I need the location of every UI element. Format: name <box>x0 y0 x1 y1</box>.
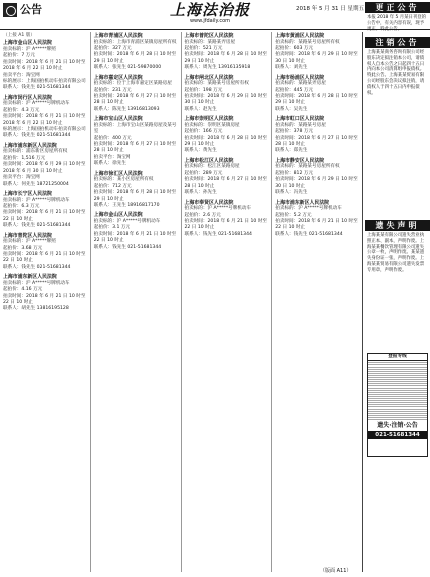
court-name: 上海市闸北区人民法院 <box>184 74 234 81</box>
notice-line: 起拍价：521 万元 <box>184 46 223 51</box>
notice-line: 拍卖标的：某路某号房屋所有权 <box>184 81 249 87</box>
auction-notice <box>185 200 269 239</box>
auction-notice <box>3 143 87 188</box>
auction-notice <box>3 233 87 272</box>
auction-notice <box>275 158 359 197</box>
auction-notice <box>94 116 178 167</box>
court-name: 上海市松江区人民法院 <box>184 157 234 164</box>
notice-line: 拍卖时间：2018 年 6 月 29 日 10 时至 30 日 10 时止 <box>275 177 358 189</box>
notice-line: 拍卖标的：沪 A*****号牌机动车 <box>184 206 252 212</box>
notice-line: 拍卖平台：淘宝网 <box>3 175 40 181</box>
auction-notice <box>94 212 178 251</box>
paper-url[interactable]: www.jfdaily.com <box>189 18 231 24</box>
court-name: 上海市金山区人民法院 <box>3 40 52 47</box>
notice-line: 拍卖标的：浦东新区房屋所有权 <box>3 149 68 155</box>
auction-notice <box>185 33 269 72</box>
notice-line: 起拍价：712 万元 <box>93 183 132 189</box>
notice-line: 拍卖时间：2018 年 6 月 29 日 10 时至 30 日 10 时止 <box>275 52 358 64</box>
notice-line: 起拍价：400 万元 <box>93 135 132 141</box>
notice-line: 联系人：钱先生 021-51681344 <box>3 223 71 229</box>
notice-line: 拍卖标的：某小区房屋所有权 <box>93 177 154 183</box>
notice-line: 拍卖标的：沪 A*****号牌机动车 <box>3 101 70 107</box>
notice-line: 起拍价：166 万元 <box>184 129 223 135</box>
notice-line: 联系人：孙先生 <box>184 190 217 196</box>
notice-column <box>91 32 182 572</box>
notice-line: 拍卖时间：2018 年 6 月 28 日 10 时至 29 日 10 时止 <box>93 190 177 202</box>
notice-line: 联系人：吴先生 <box>275 106 308 112</box>
court-name: 上海市宝山区人民法院 <box>93 116 143 123</box>
notice-line: 拍卖时间：2018 年 6 月 21 日 10 时至 22 日 10 时止 <box>184 218 267 231</box>
court-name: 上海市崇明区人民法院 <box>184 116 234 123</box>
page-label: （版面 A11） <box>320 568 352 574</box>
lost-statement-header: 遗失声明 <box>365 220 430 231</box>
notice-line: 拍卖标的：沪 A*****牌照 <box>3 47 56 52</box>
notice-line: 起拍价：6.3 万元 <box>3 203 40 209</box>
notice-line: 起拍价：198 万元 <box>184 87 223 93</box>
court-name: 上海市浦东新区人民法院 <box>275 199 330 206</box>
court-name: 上海市徐汇区人民法院 <box>93 170 143 177</box>
notice-line: 联系人：周先生 13916135918 <box>184 65 251 71</box>
notice-line: 标的展示：上海国拍机动车拍卖有限公司 <box>3 127 86 133</box>
notice-line: 拍卖时间：2018 年 6 月 28 日 10 时至 29 日 10 时止 <box>275 94 358 106</box>
notice-line: 联系人：徐先生 <box>93 161 126 167</box>
notice-line: 起拍价：231 万元 <box>93 87 132 93</box>
notice-line: 拍卖时间：2018 年 6 月 28 日 10 时至 29 日 10 时止 <box>93 52 177 64</box>
notice-line: 联系人：冯先生 <box>275 190 308 196</box>
notice-line: 拍卖时间：2018 年 6 月 21 日 10 时至 22 日 10 时止 <box>275 218 358 231</box>
notice-line: 起拍价：3.68 万元 <box>3 245 43 251</box>
notice-line: 拍卖标的：崇明区某镇房屋 <box>184 122 240 128</box>
court-name: 上海市普陀区人民法院 <box>3 232 52 239</box>
notice-line: 起拍价：812 万元 <box>275 170 314 176</box>
notice-line: 拍卖时间：2018 年 6 月 21 日 10 时至 22 日 10 时止 <box>3 293 86 305</box>
notice-line: 联系人：钱先生 021-51681344 <box>184 231 252 237</box>
notice-line: 拍卖时间：2018 年 6 月 21 日 10 时至 22 日 10 时止 <box>93 231 177 244</box>
notice-line: 起拍价：378 万元 <box>275 129 314 135</box>
court-name: 上海市虹口区人民法院 <box>275 116 325 123</box>
notice-line: 拍卖标的：沪 A*****牌照 <box>3 239 56 245</box>
notice-line: 起拍价：1,516 万元 <box>3 155 46 161</box>
advert-headline: 遗失·注销·公告 <box>377 422 418 430</box>
auction-notice <box>185 116 269 155</box>
deregistration-header: 注销公告 <box>365 37 430 48</box>
notice-line: 拍卖时间：2018 年 6 月 27 日 10 时至 28 日 10 时止 <box>93 142 177 154</box>
auction-notice <box>3 274 87 313</box>
notice-line: 拍卖标的：松江区某路房屋 <box>184 164 240 170</box>
court-name: 上海市杨浦区人民法院 <box>275 74 325 81</box>
court-name: 上海市金山区人民法院 <box>93 212 143 219</box>
advert-title: 登报专线 <box>368 354 427 362</box>
notice-line: 拍卖标的：沪 A*****号牌机动车 <box>275 206 342 212</box>
notice-line: 联系人：刘先生 <box>275 65 308 71</box>
advert-phone[interactable]: 021-51681344 <box>368 431 427 439</box>
notice-line: 起拍价：289 万元 <box>184 170 223 176</box>
sidebar <box>365 0 430 577</box>
court-name: 上海市浦东新区人民法院 <box>3 142 57 149</box>
notice-line: 起拍价：4.3 万元 <box>3 107 40 113</box>
notice-line: 联系人：黄先生 <box>184 148 217 154</box>
notice-line: 起拍价：7 万元 <box>3 53 35 59</box>
auction-notice <box>3 191 87 230</box>
notice-line: 联系人：钱先生 021-51681344 <box>93 244 162 250</box>
notice-line: 拍卖时间：2018 年 6 月 29 日 10 时至 30 日 10 时止 <box>184 94 267 106</box>
court-name: 上海市静安区人民法院 <box>275 157 325 164</box>
auction-notice <box>185 75 269 114</box>
auction-notice <box>275 200 359 239</box>
lost-statement-text: 上海某某有限公司遗失营业执照正本、副本，声明作废。上海某某餐饮管理有限公司遗失公章一枚，声明作废。某某遗失身份证一张，声明作废。上海某某贸易有限公司遗失发票专用章，声明作废。 <box>367 232 425 274</box>
notice-columns <box>0 32 363 572</box>
notice-line: 联系人：陈先生 13916813093 <box>93 106 160 112</box>
notice-line: 拍卖时间：2018 年 6 月 27 日 10 时至 28 日 10 时止 <box>93 94 177 106</box>
notice-column <box>182 32 273 572</box>
notice-line: 拍卖时间：2018 年 6 月 21 日 10 时至 2018 年 6 月 22 日 10 时止 <box>3 114 86 126</box>
auction-notice <box>3 95 87 140</box>
notice-line: 拍卖时间：2018 年 6 月 21 日 10 时至 22 日 10 时止 <box>3 251 86 264</box>
notice-line: 联系人：郑先生 <box>275 148 308 154</box>
correction-header: 更正公告 <box>365 2 430 13</box>
court-name: 上海市奉贤区人民法院 <box>184 199 234 206</box>
notice-line: 拍卖标的：某路某号房屋 <box>275 122 326 128</box>
auction-notice <box>275 33 359 72</box>
notice-line: 起拍价：445 万元 <box>275 87 314 93</box>
notice-line: 拍卖标的：沪 A*****号牌机动车 <box>3 197 70 203</box>
notice-line: 拍卖标的：某路某弄房屋 <box>184 39 236 45</box>
notice-line: 起拍价：2.6 万元 <box>184 212 221 218</box>
notice-line: 拍卖平台：淘宝网 <box>3 72 40 78</box>
notice-line: 联系人：胡先生 13816195128 <box>3 306 69 312</box>
column-intro: （上接 A1 版） <box>3 33 35 38</box>
notice-line: 拍卖时间：2018 年 6 月 28 日 10 时至 29 日 10 时止 <box>184 135 267 148</box>
court-name: 上海市黄浦区人民法院 <box>275 33 325 39</box>
notice-line: 拍卖标的：某路某号房屋所有权 <box>275 164 340 170</box>
advert-text-block <box>368 361 427 421</box>
notice-line: 起拍价：4.16 万元 <box>3 287 43 293</box>
date-line: 2018 年 5 月 31 日 星期五 <box>296 6 364 12</box>
notice-line: 起拍价：5.2 万元 <box>275 212 312 218</box>
court-name: 上海市嘉定区人民法院 <box>93 74 143 81</box>
notice-column <box>0 32 91 572</box>
auction-notice <box>185 158 269 197</box>
auction-notice <box>94 75 178 114</box>
notice-line: 拍卖标的：上海市宝山区某路房屋及某号室 <box>93 122 177 135</box>
notice-column <box>272 32 363 572</box>
paper-title: 上海法治报 <box>169 1 250 19</box>
section-title: 公告 <box>20 3 42 16</box>
auction-notice <box>94 171 178 210</box>
notice-line: 拍卖标的：沪 A*****号牌机动车 <box>93 218 161 224</box>
notice-line: 拍卖时间：2018 年 6 月 27 日 10 时至 28 日 10 时止 <box>275 135 358 148</box>
notice-line: 联系人：王先生 18916817170 <box>93 202 160 208</box>
auction-notice <box>3 40 87 91</box>
notice-line: 拍卖标的：某路某号房屋所有权 <box>275 39 340 45</box>
notice-line: 拍卖标的：上海市青浦区某镇房屋所有权 <box>93 39 177 45</box>
notice-line: 联系人：钱先生 021-51681344 <box>275 231 343 237</box>
court-name: 上海市浦东新区人民法院 <box>3 274 57 281</box>
notice-line: 拍卖平台：淘宝网 <box>93 154 131 160</box>
notice-line: 拍卖时间：2018 年 6 月 21 日 10 时至 22 日 10 时止 <box>3 210 86 222</box>
notice-line: 拍卖标的：位于上海市嘉定区某路房屋 <box>93 81 172 87</box>
notice-line: 联系人：钱先生 021-51681344 <box>3 133 71 139</box>
deregistration-text: 上海某某商务咨询有限公司经股东决定拟注销本公司，请债权人自本公告之日起四十五日内向本公司清算组申报债权。特此公告。上海某某贸易有限公司经股东会决议拟注销，请债权人于四十五日内申报债权。 <box>367 49 425 97</box>
notice-line: 拍卖标的：某路某弄房屋 <box>275 81 326 87</box>
court-name: 上海市闵行区人民法院 <box>3 94 52 101</box>
advert-box <box>367 353 428 457</box>
notice-line: 起拍价：603 万元 <box>275 46 314 51</box>
section-logo-icon <box>3 3 17 17</box>
notice-line: 联系人：何先生 18721250004 <box>3 181 69 187</box>
notice-line: 起拍价：327 万元 <box>93 46 132 51</box>
notice-line: 拍卖时间：2018 年 6 月 27 日 10 时至 28 日 10 时止 <box>184 177 267 189</box>
court-name: 上海市青浦区人民法院 <box>93 33 143 39</box>
auction-notice <box>275 116 359 155</box>
notice-line: 拍卖时间：2018 年 6 月 28 日 10 时至 29 日 10 时止 <box>184 52 267 64</box>
auction-notice <box>275 75 359 114</box>
notice-line: 联系人：钱先生 021-51681344 <box>3 264 71 270</box>
notice-line: 联系人：赵先生 <box>184 106 217 112</box>
notice-line: 联系人：钱先生 021-51681344 <box>3 85 71 91</box>
auction-notice <box>94 33 178 72</box>
notice-line: 标的展示：上海国拍机动车拍卖有限公司 <box>3 79 86 85</box>
court-name: 上海市长宁区人民法院 <box>3 190 52 197</box>
notice-line: 拍卖标的：沪 A*****号牌机动车 <box>3 280 70 286</box>
correction-text: 本报 2018 年 5 月某日刊登的公告中，有关内容有误，现予更正。特此公告。 <box>367 15 427 32</box>
notice-line: 联系人：张先生 021-59870000 <box>93 65 162 71</box>
notice-line: 起拍价：3.1 万元 <box>93 225 131 231</box>
court-name: 上海市普陀区人民法院 <box>184 33 234 39</box>
notice-line: 拍卖时间：2018 年 6 月 21 日 10 时至 2018 年 6 月 22 日 10 时止 <box>3 59 86 72</box>
notice-line: 拍卖时间：2018 年 6 月 29 日 10 时至 2018 年 6 月 30 日 10 时止 <box>3 162 86 174</box>
